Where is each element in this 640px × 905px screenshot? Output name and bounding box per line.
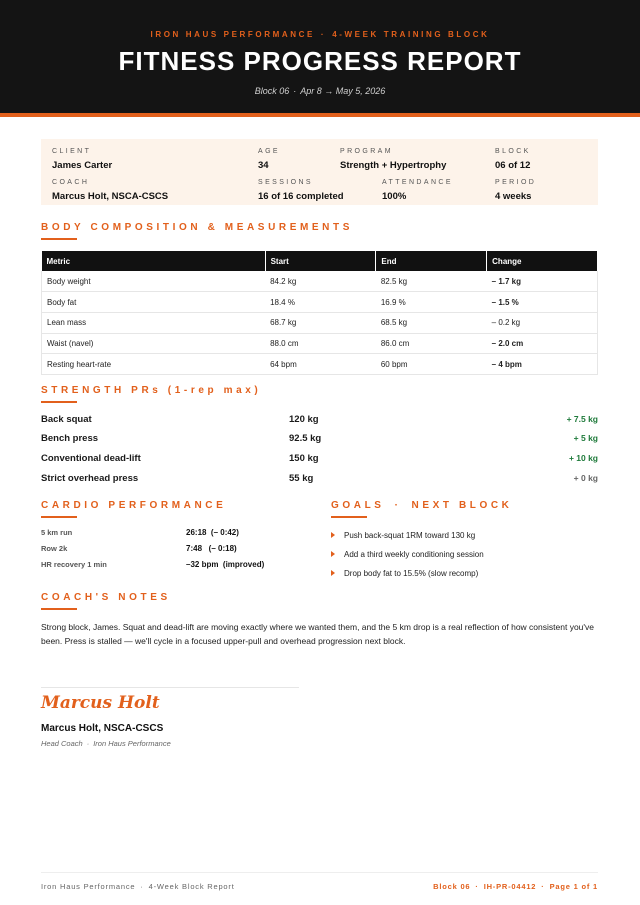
signature-role — [41, 739, 171, 748]
pr-row — [41, 473, 598, 487]
body-comp-table — [41, 251, 598, 375]
cardio-value: 7:48 (– 0:18) — [186, 544, 237, 553]
client-label: CLIENT — [52, 148, 92, 155]
signature-name: Marcus Holt, NSCA-CSCS — [41, 723, 164, 734]
cardio-value: 26:18 (– 0:42) — [186, 528, 239, 537]
metric-change: – 1.5 % — [487, 292, 598, 313]
header-accent-bar — [0, 113, 640, 117]
metric-end: 16.9 % — [376, 292, 487, 313]
metric-name: Waist (navel) — [42, 333, 266, 354]
block-number: Block 06 — [254, 86, 290, 96]
pr-lift: Back squat — [41, 414, 92, 425]
metric-start: 18.4 % — [265, 292, 376, 313]
pr-change: + 0 kg — [573, 473, 598, 483]
footer-report-id: IH-PR-04412 — [483, 882, 537, 891]
footer-report: 4-Week Block Report — [148, 882, 235, 891]
signature-title: Head Coach — [41, 739, 83, 748]
metric-start: 88.0 cm — [265, 333, 376, 354]
period-value: 4 weeks — [495, 191, 532, 202]
cardio-label: HR recovery 1 min — [41, 560, 107, 569]
pr-row — [41, 433, 598, 447]
metric-end: 60 bpm — [376, 354, 487, 375]
metric-start: 84.2 kg — [265, 271, 376, 292]
footer-divider — [41, 872, 598, 873]
metric-change: – 4 bpm — [487, 354, 598, 375]
metric-name: Body fat — [42, 292, 266, 313]
table-header-row — [42, 251, 598, 271]
page-number: Page 1 of 1 — [549, 882, 598, 891]
metric-name: Lean mass — [42, 312, 266, 333]
table-header-metric: Metric — [42, 251, 266, 271]
pr-lift: Conventional dead-lift — [41, 453, 141, 464]
pr-lift: Strict overhead press — [41, 473, 139, 484]
footer-block: Block 06 — [433, 882, 471, 891]
notes-rule — [41, 608, 77, 610]
pr-value: 120 kg — [289, 414, 319, 425]
metric-start: 64 bpm — [265, 354, 376, 375]
age-label: AGE — [258, 148, 280, 155]
goal-text: Push back-squat 1RM toward 130 kg — [344, 531, 476, 540]
pr-row — [41, 453, 598, 467]
pr-change: + 5 kg — [573, 433, 598, 443]
metric-end: 82.5 kg — [376, 271, 487, 292]
pr-change: + 7.5 kg — [566, 414, 598, 424]
strength-title: STRENGTH PRs (1-rep max) — [41, 385, 262, 396]
cardio-label: 5 km run — [41, 528, 73, 537]
goals-title-a: GOALS — [331, 500, 385, 511]
caret-right-icon — [331, 532, 335, 538]
footer-left — [41, 882, 235, 891]
footer-org: Iron Haus Performance — [41, 882, 136, 891]
signature-org: Iron Haus Performance — [93, 739, 171, 748]
signature-line — [41, 687, 299, 688]
signature-script: Marcus Holt — [41, 693, 160, 713]
metric-change: – 2.0 cm — [487, 333, 598, 354]
table-header-end: End — [376, 251, 487, 271]
notes-title: COACH'S NOTES — [41, 592, 171, 603]
attendance-label: ATTENDANCE — [382, 179, 453, 186]
metric-name: Body weight — [42, 271, 266, 292]
pr-change: + 10 kg — [568, 453, 598, 463]
goals-rule — [331, 516, 367, 518]
brand-name: IRON HAUS PERFORMANCE — [150, 30, 315, 39]
metric-change: – 0.2 kg — [487, 312, 598, 333]
period-label: PERIOD — [495, 179, 537, 186]
footer-right — [433, 882, 598, 891]
coach-value: Marcus Holt, NSCA-CSCS — [52, 191, 169, 202]
pr-row — [41, 414, 598, 428]
cardio-value: –32 bpm (improved) — [186, 560, 265, 569]
block-label: BLOCK — [495, 148, 531, 155]
date-range: Apr 8 → May 5, 2026 — [300, 86, 386, 96]
caret-right-icon — [331, 570, 335, 576]
table-row — [42, 271, 598, 292]
footer-separator: · — [541, 882, 545, 891]
age-value: 34 — [258, 160, 269, 171]
footer-separator: · — [475, 882, 479, 891]
goal-text: Add a third weekly conditioning session — [344, 550, 484, 559]
signature-separator: · — [86, 739, 90, 748]
goals-title-separator: · — [394, 500, 402, 511]
metric-end: 68.5 kg — [376, 312, 487, 333]
client-value: James Carter — [52, 160, 113, 171]
table-row — [42, 292, 598, 313]
sessions-label: SESSIONS — [258, 179, 313, 186]
pr-lift: Bench press — [41, 433, 99, 444]
metric-name: Resting heart-rate — [42, 354, 266, 375]
table-row — [42, 312, 598, 333]
cardio-row — [41, 544, 301, 556]
subtitle-separator: · — [293, 86, 297, 96]
header-subtitle — [0, 86, 640, 96]
pr-value: 150 kg — [289, 453, 319, 464]
strength-rule — [41, 401, 77, 403]
metric-end: 86.0 cm — [376, 333, 487, 354]
goals-title-b: NEXT BLOCK — [411, 500, 513, 511]
body-comp-rule — [41, 238, 77, 240]
goals-title — [331, 500, 513, 511]
program-value: Strength + Hypertrophy — [340, 160, 447, 171]
caret-right-icon — [331, 551, 335, 557]
block-type: 4-WEEK TRAINING BLOCK — [332, 30, 490, 39]
sessions-value: 16 of 16 completed — [258, 191, 344, 202]
client-info-panel — [41, 139, 598, 205]
kicker-separator: · — [320, 30, 327, 39]
block-value: 06 of 12 — [495, 160, 531, 171]
metric-start: 68.7 kg — [265, 312, 376, 333]
coach-label: COACH — [52, 179, 90, 186]
report-header — [0, 0, 640, 113]
cardio-row — [41, 528, 301, 540]
metric-change: – 1.7 kg — [487, 271, 598, 292]
coach-notes-text: Strong block, James. Squat and dead-lift are moving exactly where we wanted them, and the 5 km drop is a real reflection of how consistent you've been. Press is stalled — we'll cycle in a focused upper-pull and overhead progression next block. — [41, 622, 594, 646]
header-kicker — [0, 30, 640, 39]
goal-text: Drop body fat to 15.5% (slow recomp) — [344, 569, 479, 578]
table-row — [42, 333, 598, 354]
cardio-row — [41, 560, 301, 572]
table-row — [42, 354, 598, 375]
page-title: FITNESS PROGRESS REPORT — [118, 46, 522, 76]
table-header-start: Start — [265, 251, 376, 271]
table-header-change: Change — [487, 251, 598, 271]
pr-value: 92.5 kg — [289, 433, 322, 444]
program-label: PROGRAM — [340, 148, 393, 155]
cardio-title: CARDIO PERFORMANCE — [41, 500, 227, 511]
cardio-label: Row 2k — [41, 544, 68, 553]
body-comp-title: BODY COMPOSITION & MEASUREMENTS — [41, 222, 353, 233]
pr-value: 55 kg — [289, 473, 314, 484]
cardio-rule — [41, 516, 77, 518]
footer-separator: · — [140, 882, 144, 891]
attendance-value: 100% — [382, 191, 407, 202]
